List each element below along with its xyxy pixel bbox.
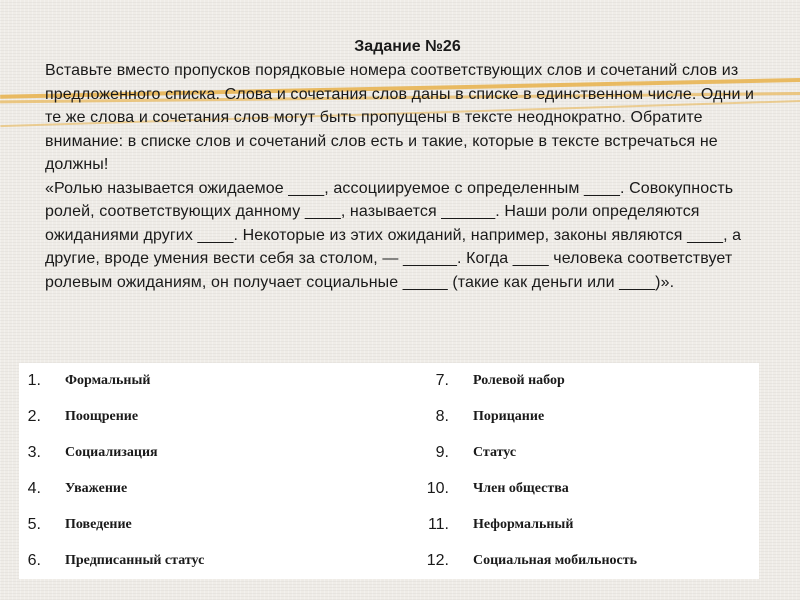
option-number: 3. (27, 444, 41, 461)
option-number: 6. (27, 552, 41, 569)
column-spacer (375, 507, 419, 543)
option-number: 9. (435, 444, 449, 461)
task-passage: «Ролью называется ожидаемое ____, ассоциируемое с определенным ____. Совокупность ролей, соответствующих данному ____, называется ______. Наши роли определяются ожиданиями других ____. Некоторые из этих ожиданий, например, законы являются ____, а другие, вроде умения вести себя за столом, — ______. Когда ____ человека соответствует ролевым ожиданиям, он получает социальные _____ (такие как деньги или ____)». (45, 179, 742, 291)
option-label: Уважение (65, 481, 128, 496)
option-number: 11. (427, 516, 449, 533)
task-text (45, 59, 770, 294)
option-label: Поведение (65, 517, 132, 532)
option-label: Неформальный (473, 517, 574, 532)
option-number: 12. (426, 552, 449, 569)
option-label: Социальная мобильность (473, 553, 638, 568)
column-spacer (375, 363, 419, 399)
option-number: 8. (435, 408, 449, 425)
option-label: Поощрение (65, 409, 139, 424)
option-number: 5. (27, 516, 41, 533)
column-spacer (375, 543, 419, 579)
table-row (19, 543, 759, 579)
option-number: 10. (426, 480, 449, 497)
column-spacer (375, 435, 419, 471)
option-label: Предписанный статус (65, 553, 205, 568)
table-row (19, 363, 759, 399)
table-row (19, 435, 759, 471)
option-number: 7. (435, 372, 449, 389)
column-spacer (375, 471, 419, 507)
option-number: 2. (27, 408, 41, 425)
table-row (19, 471, 759, 507)
option-label: Ролевой набор (473, 373, 565, 388)
option-label: Статус (473, 445, 517, 460)
options-table (19, 363, 759, 579)
table-row (19, 507, 759, 543)
task-title: Задание №26 (354, 38, 461, 55)
option-label: Член общества (473, 481, 569, 496)
option-number: 1. (27, 372, 41, 389)
option-label: Социализация (65, 445, 158, 460)
column-spacer (375, 399, 419, 435)
task-instructions: Вставьте вместо пропусков порядковые номера соответствующих слов и сочетаний слов из предложенного списка. Слова и сочетания слов даны в списке в единственном числе. Одни и те же слова и сочетания слов могут быть пропущены в тексте неоднократно. Обратите внимание: в списке слов и сочетаний слов есть и такие, которые в тексте встречаться не должны! (45, 62, 755, 173)
table-row (19, 399, 759, 435)
task-block (45, 36, 770, 294)
option-label: Порицание (473, 409, 545, 424)
option-number: 4. (27, 480, 41, 497)
option-label: Формальный (65, 373, 151, 388)
